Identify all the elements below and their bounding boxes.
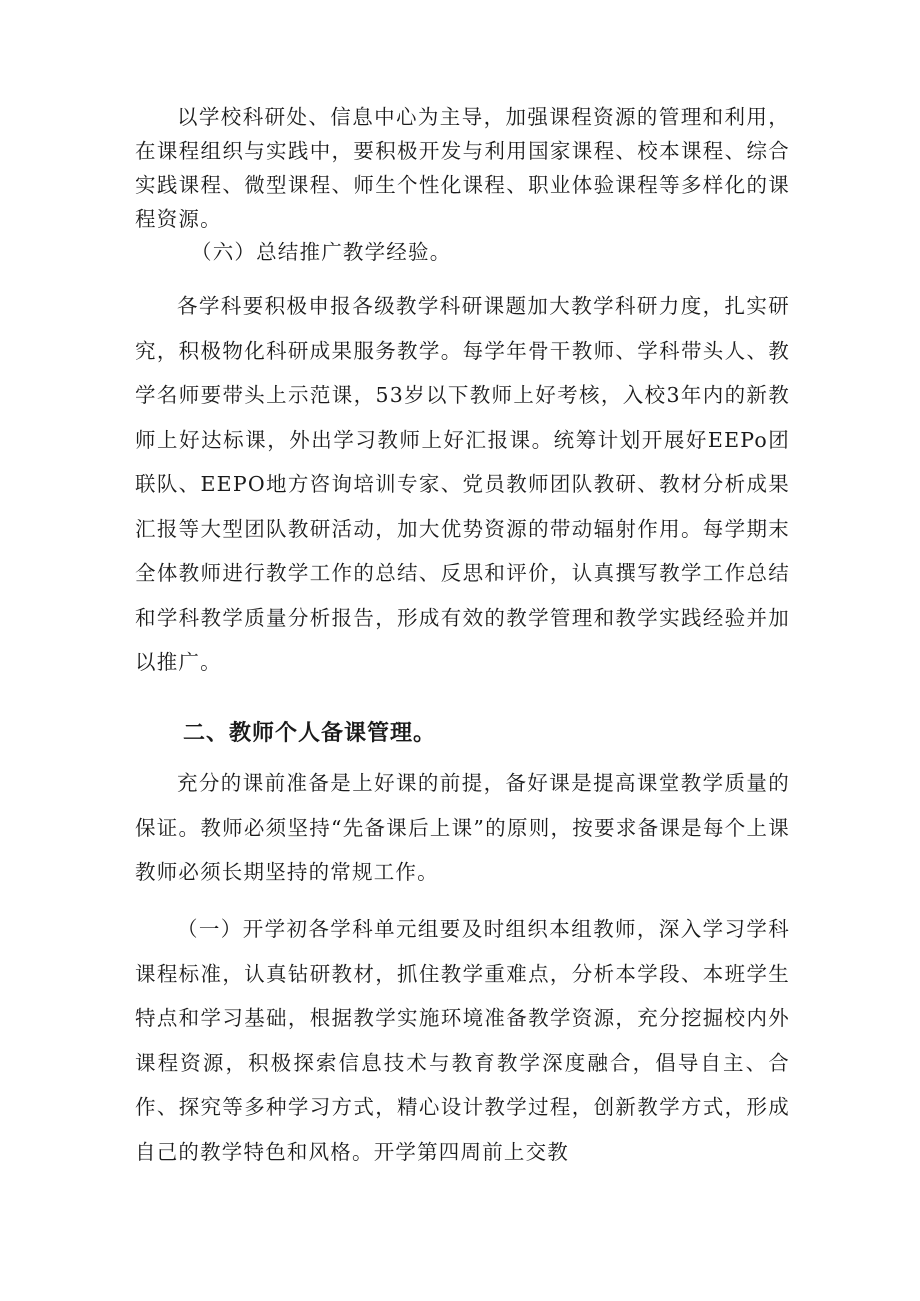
paragraph-lesson-prep-intro: 充分的课前准备是上好课的前提，备好课是提高课堂教学质量的保证。教师必须坚持“先备课后上课”的原则，按要求备课是每个上课教师必须长期坚持的常规工作。 <box>135 771 790 884</box>
paragraph-semester-start: （一）开学初各学科单元组要及时组织本组教师，深入学习学科课程标准，认真钻研教材，抓住教学重难点，分析本学段、本班学生特点和学习基础，根据教学实施环境准备教学资源，充分挖掘校内外课程资源，积极探索信息技术与教育教学深度融合，倡导自主、合作、探究等多种学习方式，精心设计教学过程，创新教学方式，形成自己的教学特色和风格。开学第四周前上交教 <box>135 917 790 1164</box>
subheading-summarize-experience: （六）总结推广教学经验。 <box>191 240 452 264</box>
paragraph-teaching-research: 各学科要积极申报各级教学科研课题加大教学科研力度，扎实研究，积极物化科研成果服务教学。每学年骨干教师、学科带头人、教学名师要带头上示范课，53岁以下教师上好考核，入校3年内的新教师上好达标课，外出学习教师上好汇报课。统筹计划开展好EEPo团联队、EEPO地方咨询培训专家、党员教师团队教研、教材分析成果汇报等大型团队教研活动，加大优势资源的带动辐射作用。每学期末全体教师进行教学工作的总结、反思和评价，认真撰写教学工作总结和学科教学质量分析报告，形成有效的教学管理和教学实践经验并加以推广。 <box>135 294 790 674</box>
paragraph-course-resources: 以学校科研处、信息中心为主导，加强课程资源的管理和利用，在课程组织与实践中，要积极开发与利用国家课程、校本课程、综合实践课程、微型课程、师生个性化课程、职业体验课程等多样化的课程资源。 <box>135 105 790 231</box>
section-heading-lesson-prep: 二、教师个人备课管理。 <box>183 721 437 746</box>
